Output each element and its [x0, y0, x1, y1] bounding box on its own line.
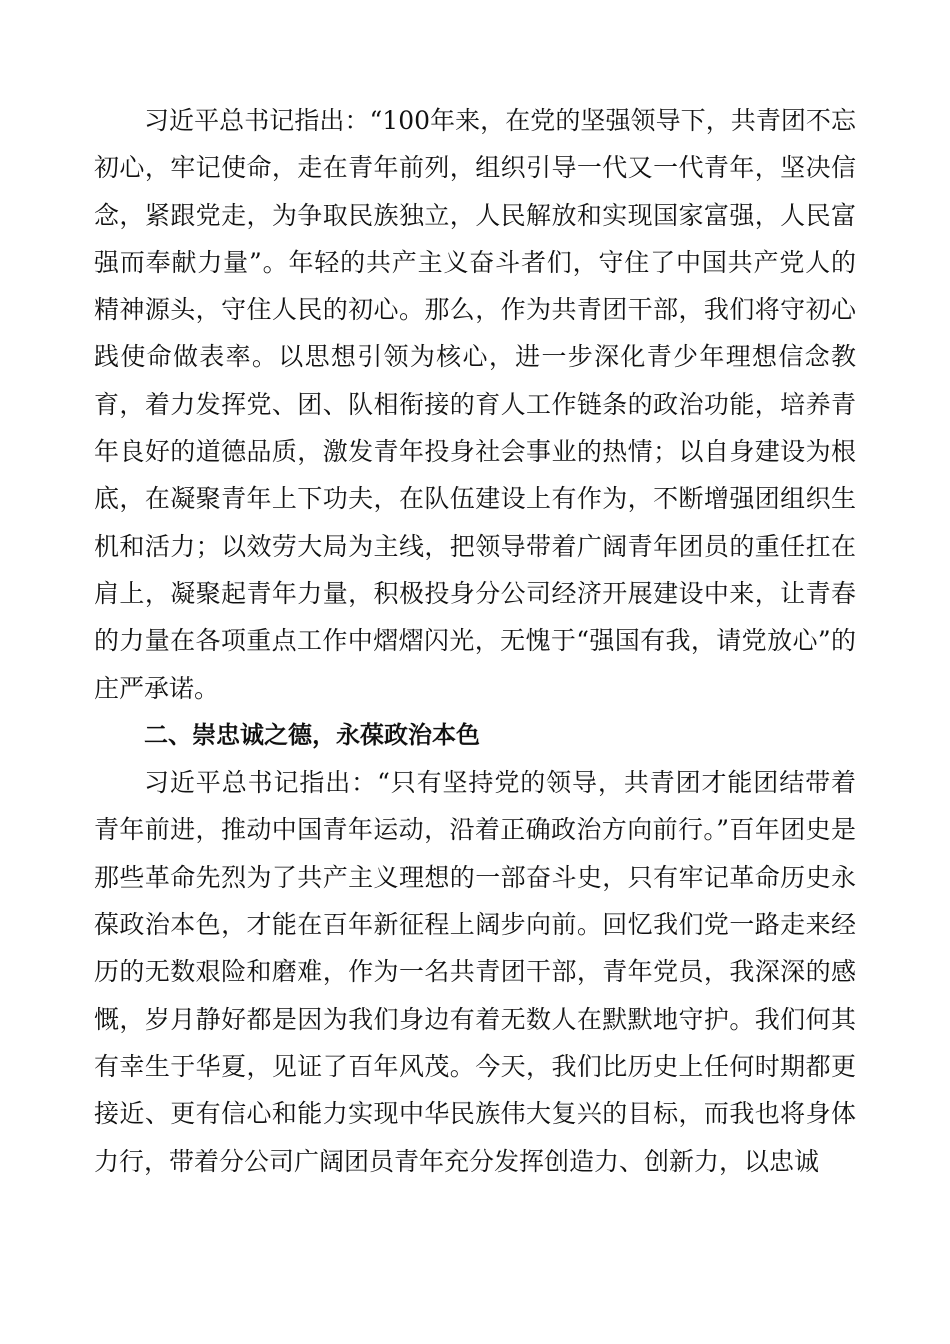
section-heading: 二、崇忠诚之德，永葆政治本色	[144, 720, 480, 749]
body-paragraph-1: 习近平总书记指出：“100年来，在党的坚强领导下，共青团不忘初心，牢记使命，走在青年前列，组织引导一代又一代青年，坚决信念，紧跟党走，为争取民族独立，人民解放和实现国家富强，人民富强而奉献力量”。年轻的共产主义奋斗者们，守住了中国共产党人的精神源头，守住人民的初心。那么，作为共青团干部，我们将守初心践使命做表率。以思想引领为核心，进一步深化青少年理想信念教育，着力发挥党、团、队相衔接的育人工作链条的政治功能，培养青年良好的道德品质，激发青年投身社会事业的热情；以自身建设为根底，在凝聚青年上下功夫，在队伍建设上有作为，不断增强团组织生机和活力；以效劳大局为主线，把领导带着广阔青年团员的重任扛在肩上，凝聚起青年力量，积极投身分公司经济开展建设中来，让青春的力量在各项重点工作中熠熠闪光，无愧于“强国有我，请党放心”的庄严承诺。	[94, 106, 856, 703]
document-body	[94, 97, 856, 1185]
body-paragraph-2: 习近平总书记指出：“只有坚持党的领导，共青团才能团结带着青年前进，推动中国青年运动，沿着正确政治方向前行。”百年团史是那些革命先烈为了共产主义理想的一部奋斗史，只有牢记革命历史永葆政治本色，才能在百年新征程上阔步向前。回忆我们党一路走来经历的无数艰险和磨难，作为一名共青团干部，青年党员，我深深的感慨，岁月静好都是因为我们身边有着无数人在默默地守护。我们何其有幸生于华夏，见证了百年风茂。今天，我们比历史上任何时期都更接近、更有信心和能力实现中华民族伟大复兴的目标，而我也将身体力行，带着分公司广阔团员青年充分发挥创造力、创新力，以忠诚	[94, 768, 856, 1176]
